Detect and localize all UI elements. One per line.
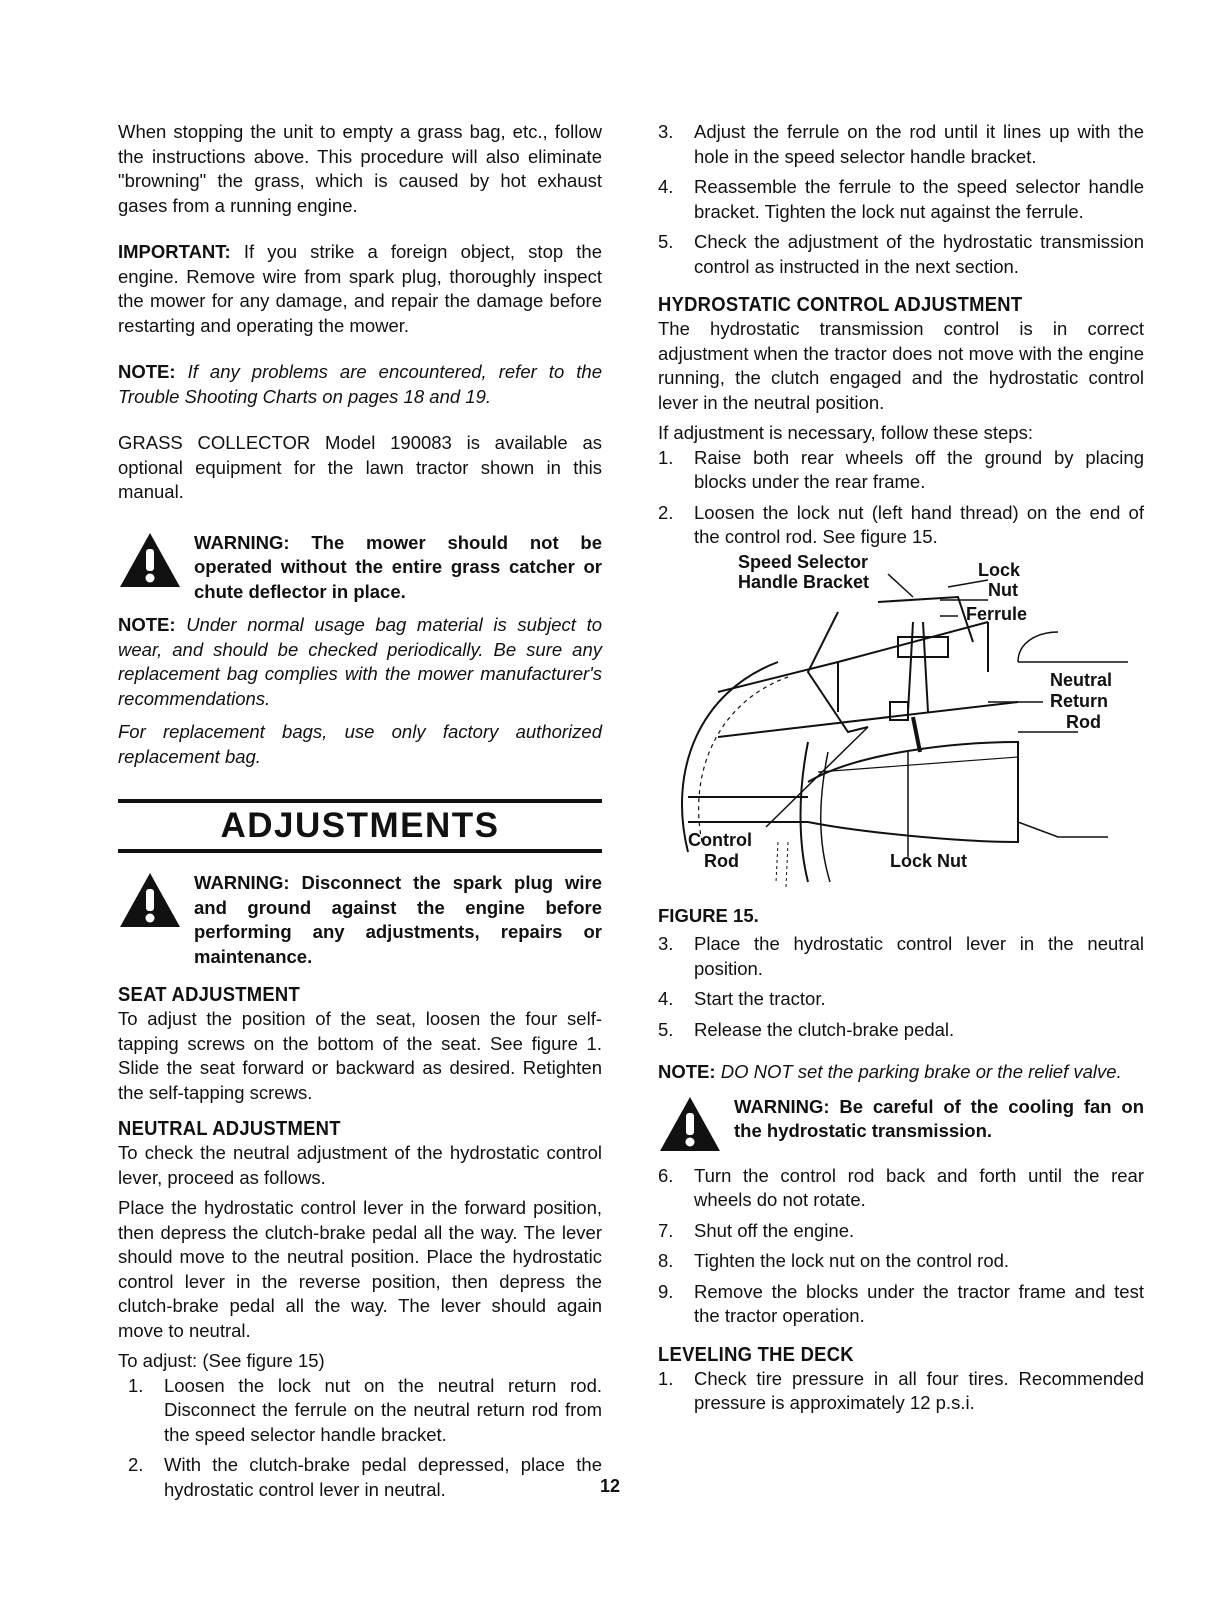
section-title: ADJUSTMENTS <box>220 806 500 845</box>
list-item <box>128 1453 602 1502</box>
label-ferrule: Ferrule <box>966 603 1028 624</box>
label-return: Return <box>1050 690 1108 711</box>
to-adjust-text: To adjust: (See figure 15) <box>118 1350 325 1371</box>
note-text: If any problems are encountered, refer to the Trouble Shooting Charts on pages 18 and 19. <box>118 361 602 407</box>
steps-list-a <box>658 120 1144 279</box>
warning-triangle-icon <box>118 871 194 934</box>
step-text: Reassemble the ferrule to the speed selector handle bracket. Tighten the lock nut against the ferrule. <box>694 176 1144 222</box>
replacement-text: For replacement bags, use only factory authorized replacement bag. <box>118 721 602 767</box>
list-item <box>658 1280 1144 1329</box>
list-item <box>658 987 1144 1012</box>
steps-list-d <box>658 1164 1144 1329</box>
neutral-paragraph-2: Place the hydrostatic control lever in the forward position, then depress the clutch-brake pedal all the way. The lever should move to the neutral position. Place the hydrostatic control lever in the reverse position, then depress the clutch-brake pedal all the way. The lever should again move to neutral. <box>118 1197 602 1341</box>
label-lock-nut: Lock Nut <box>890 850 968 871</box>
step-text: Check tire pressure in all four tires. Recommended pressure is approximately 12 p.s.i. <box>694 1367 1144 1413</box>
step-number: 7. <box>658 1219 674 1241</box>
leveling-heading: LEVELING THE DECK <box>658 1343 854 1366</box>
step-number: 4. <box>658 176 674 197</box>
list-item <box>658 1018 1144 1043</box>
step-text: Tighten the lock nut on the control rod. <box>694 1250 1010 1271</box>
hydrostatic-heading: HYDROSTATIC CONTROL ADJUSTMENT <box>658 294 1023 316</box>
note-troubleshooting <box>118 360 602 409</box>
list-item <box>658 120 1144 169</box>
warning-text: WARNING: Be careful of the cooling fan on the hydrostatic transmission. <box>734 1095 1144 1141</box>
step-number: 1. <box>658 446 674 468</box>
label-nut: Nut <box>988 579 1018 600</box>
step-number: 4. <box>658 988 674 1009</box>
step-number: 2. <box>658 501 674 523</box>
list-item <box>658 1219 1144 1244</box>
list-item <box>658 1249 1144 1274</box>
note-text: Under normal usage bag material is subject to wear, and should be checked periodically. Be sure any replacement bag complies with the mower manufacturer's recommendations. <box>118 614 602 709</box>
right-column <box>658 120 1144 1416</box>
list-item <box>658 932 1144 981</box>
step-number: 9. <box>658 1280 674 1302</box>
if-adjustment-text: If adjustment is necessary, follow these steps: <box>658 422 1033 443</box>
step-text: Adjust the ferrule on the rod until it lines up with the hole in the speed selector handle bracket. <box>694 121 1144 167</box>
neutral-steps-list <box>128 1374 602 1503</box>
step-number: 1. <box>128 1374 144 1396</box>
list-item <box>658 501 1144 550</box>
paragraph-important <box>118 240 602 338</box>
note-bag-material <box>118 613 602 711</box>
adjustments-banner <box>118 799 602 853</box>
list-item <box>658 1164 1144 1213</box>
note-label: NOTE: <box>118 614 176 635</box>
list-item <box>128 1374 602 1448</box>
list-item <box>658 175 1144 224</box>
neutral-adjustment-heading: NEUTRAL ADJUSTMENT <box>118 1118 341 1140</box>
note-label: NOTE: <box>658 1061 716 1082</box>
list-item <box>658 230 1144 279</box>
seat-adjustment-text: To adjust the position of the seat, loosen the four self-tapping screws on the bottom of the seat. See figure 1. Slide the seat forward or backward as desired. Retighten the self-tapping screws. <box>118 1008 602 1103</box>
list-item <box>658 1367 1144 1416</box>
step-text: Turn the control rod back and forth until the rear wheels do not rotate. <box>694 1164 1144 1210</box>
important-label: IMPORTANT: <box>118 241 231 262</box>
note-label: NOTE: <box>118 361 176 382</box>
step-number: 5. <box>658 1018 674 1040</box>
step-text: With the clutch-brake pedal depressed, place the hydrostatic control lever in neutral. <box>164 1454 602 1500</box>
step-number: 5. <box>658 231 674 252</box>
neutral-paragraph-1: To check the neutral adjustment of the hydrostatic control lever, proceed as follows. <box>118 1142 602 1188</box>
label-neutral: Neutral <box>1050 669 1113 690</box>
step-text: Place the hydrostatic control lever in the neutral position. <box>694 933 1144 979</box>
left-column <box>118 120 602 1502</box>
label-lock: Lock <box>978 559 1021 580</box>
label-control-rod: Rod <box>704 850 739 871</box>
label-speed-selector: Speed Selector <box>738 551 869 572</box>
hydrostatic-paragraph: The hydrostatic transmission control is in correct adjustment when the tractor does not move with the engine running, the clutch engaged and the hydrostatic control lever in the neutral position. <box>658 318 1144 413</box>
step-number: 8. <box>658 1250 674 1271</box>
step-text: Loosen the lock nut (left hand thread) on the end of the control rod. See figure 15. <box>694 501 1144 547</box>
steps-list-c <box>658 932 1144 1042</box>
figure-15-diagram <box>658 552 1138 904</box>
warning-spark-plug <box>118 871 602 969</box>
paragraph-replacement-bags <box>118 720 602 769</box>
warning-text: WARNING: Disconnect the spark plug wire and ground against the engine before performing any adjustments, repairs or maintenance. <box>194 872 602 967</box>
figure-caption: FIGURE 15. <box>658 904 759 926</box>
step-number: 2. <box>128 1454 144 1475</box>
step-number: 1. <box>658 1367 674 1389</box>
paragraph-stopping: When stopping the unit to empty a grass bag, etc., follow the instructions above. This procedure will also eliminate "browning" the grass, which is caused by hot exhaust gases from a running engine. <box>118 121 602 216</box>
warning-triangle-icon <box>118 531 194 594</box>
steps-list-e <box>658 1367 1144 1416</box>
paragraph-grass-collector: GRASS COLLECTOR Model 190083 is available as optional equipment for the lawn tractor shown in this manual. <box>118 432 602 502</box>
banner-bottom-rule <box>118 849 602 853</box>
step-number: 3. <box>658 933 674 954</box>
warning-cooling-fan <box>658 1095 1144 1158</box>
step-number: 3. <box>658 121 674 142</box>
label-rod: Rod <box>1066 711 1101 732</box>
page-number: 12 <box>600 1476 621 1496</box>
warning-triangle-icon <box>658 1095 734 1158</box>
note-text: DO NOT set the parking brake or the relief valve. <box>715 1061 1122 1082</box>
step-number: 6. <box>658 1164 674 1186</box>
warning-text: WARNING: The mower should not be operated without the entire grass catcher or chute deflector in place. <box>194 531 602 602</box>
step-text: Check the adjustment of the hydrostatic transmission control as instructed in the next section. <box>694 231 1144 277</box>
label-control: Control <box>688 829 752 850</box>
warning-grass-catcher <box>118 531 602 605</box>
step-text: Remove the blocks under the tractor frame and test the tractor operation. <box>694 1280 1144 1326</box>
steps-list-b <box>658 446 1144 550</box>
list-item <box>658 446 1144 495</box>
step-text: Start the tractor. <box>694 988 826 1009</box>
step-text: Loosen the lock nut on the neutral return rod. Disconnect the ferrule on the neutral return rod from the speed selector handle bracket. <box>164 1374 602 1445</box>
label-handle-bracket: Handle Bracket <box>738 571 870 592</box>
step-text: Shut off the engine. <box>694 1219 855 1241</box>
important-text: If you strike a foreign object, stop the engine. Remove wire from spark plug, thoroughly inspect the mower for any damage, and repair the damage before restarting and operating the mower. <box>118 241 602 336</box>
step-text: Raise both rear wheels off the ground by placing blocks under the rear frame. <box>694 446 1144 492</box>
seat-adjustment-heading: SEAT ADJUSTMENT <box>118 984 301 1006</box>
step-text: Release the clutch-brake pedal. <box>694 1018 955 1040</box>
note-parking-brake <box>658 1060 1144 1085</box>
